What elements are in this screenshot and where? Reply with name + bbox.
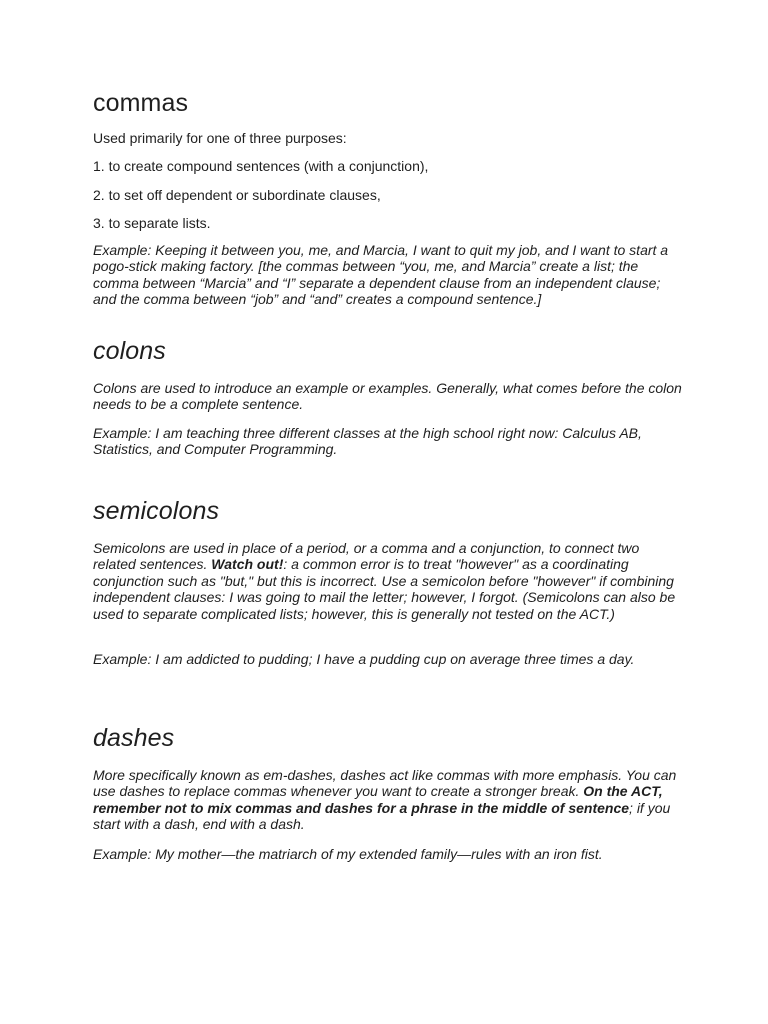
commas-example: Example: Keeping it between you, me, and Marcia, I want to quit my job, and I want to start a pogo-stick making factory. [the commas between “you, me, and Marcia” create a list; the comma between “Marcia” and “I” separate a dependent clause from an independent clause; and the comma between “job” and “and” creates a compound sentence.] — [93, 242, 669, 308]
dashes-body-pre: More specifically known as em-dashes, dashes act like commas with more emphasis. You can use dashes to replace commas whenever you want to create a stronger break. — [93, 767, 677, 800]
commas-item-2: 2. to set off dependent or subordinate clauses, — [93, 187, 381, 203]
semicolons-example: Example: I am addicted to pudding; I have a pudding cup on average three times a day. — [93, 651, 635, 667]
semicolons-body-post: : a common error is to treat "however" as a coordinating conjunction such as "but," but this is incorrect. Use a semicolon before "however" if combining independent clauses: I was going to mail the letter; however, I forgot. (Semicolons can also be used to separate complicated lists; however, this is generally not tested on the ACT.) — [93, 556, 676, 622]
semicolons-body-pre: Semicolons are used in place of a period, or a comma and a conjunction, to connect two related sentences. — [93, 540, 640, 573]
act-warning: On the ACT, remember not to mix commas and dashes for a phrase in the middle of sentence — [93, 783, 663, 816]
heading-dashes: dashes — [93, 724, 175, 752]
dashes-body-post: ; if you start with a dash, end with a dash. — [93, 799, 671, 833]
semicolons-body — [93, 540, 683, 622]
commas-item-3: 3. to separate lists. — [93, 215, 211, 231]
heading-semicolons: semicolons — [93, 497, 220, 525]
commas-item-1: 1. to create compound sentences (with a conjunction), — [93, 158, 429, 174]
colons-body: Colons are used to introduce an example or examples. Generally, what comes before the colon needs to be a complete sentence. — [93, 380, 682, 413]
colons-example: Example: I am teaching three different classes at the high school right now: Calculus AB, Statistics, and Computer Programming. — [93, 425, 642, 458]
heading-colons: colons — [93, 337, 166, 365]
commas-intro: Used primarily for one of three purposes: — [93, 130, 347, 146]
dashes-body — [93, 767, 683, 833]
dashes-example: Example: My mother—the matriarch of my extended family—rules with an iron fist. — [93, 846, 603, 862]
watch-out-label: Watch out! — [211, 556, 284, 573]
heading-commas: commas — [93, 89, 189, 117]
